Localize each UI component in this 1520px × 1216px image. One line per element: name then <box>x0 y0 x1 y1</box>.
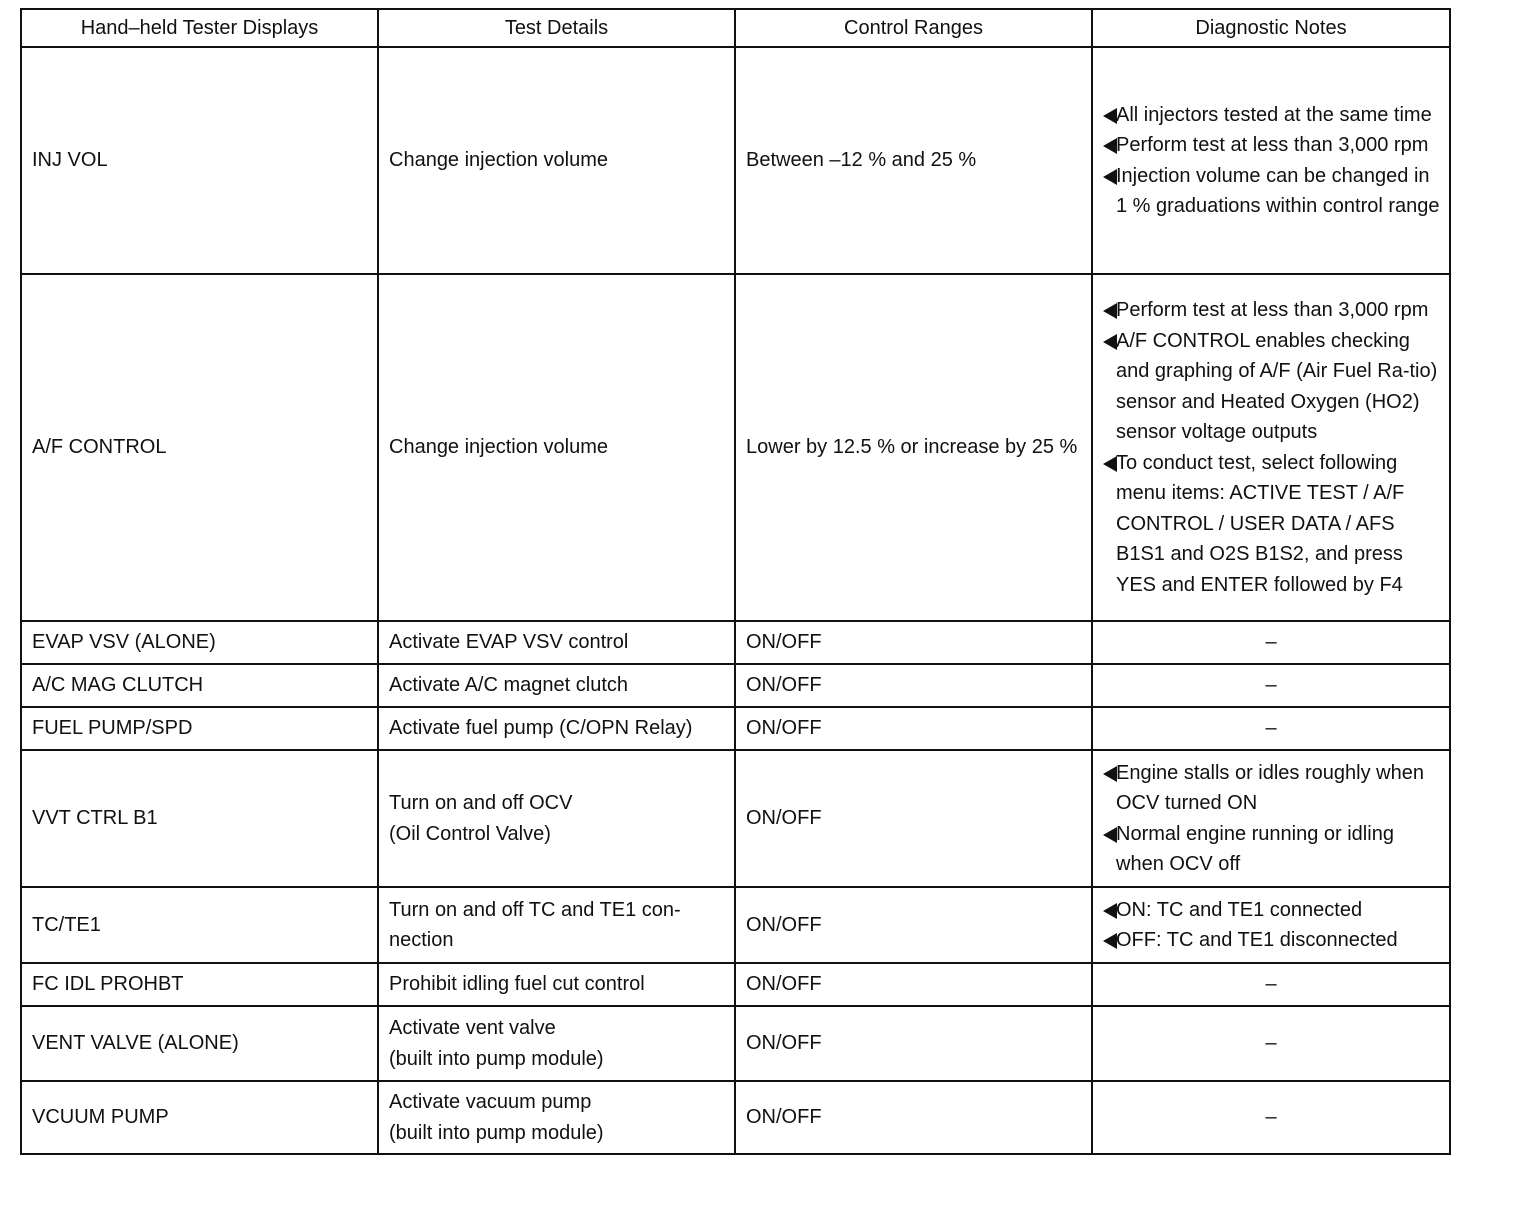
note-item <box>1105 819 1441 880</box>
cell-range: ON/OFF <box>735 750 1092 887</box>
cell-details: Activate vent valve (built into pump module) <box>378 1006 735 1081</box>
arrow-bullet-icon <box>1103 933 1117 949</box>
arrow-bullet-icon <box>1103 169 1117 185</box>
table-row <box>21 1081 1450 1154</box>
arrow-bullet-icon <box>1103 456 1117 472</box>
note-text: A/F CONTROL enables checking and graphing of A/F (Air Fuel Ra-tio) sensor and Heated Oxygen (HO2) sensor voltage outputs <box>1116 329 1438 443</box>
cell-range: ON/OFF <box>735 887 1092 963</box>
cell-details: Activate EVAP VSV control <box>378 621 735 664</box>
arrow-bullet-icon <box>1103 827 1117 843</box>
cell-display: FC IDL PROHBT <box>21 963 378 1006</box>
note-item <box>1105 448 1441 601</box>
cell-display: VCUUM PUMP <box>21 1081 378 1154</box>
note-item <box>1105 100 1441 131</box>
table-row <box>21 887 1450 963</box>
cell-details: Activate fuel pump (C/OPN Relay) <box>378 707 735 750</box>
cell-display: A/F CONTROL <box>21 274 378 621</box>
note-item <box>1105 326 1441 448</box>
cell-details: Activate vacuum pump (built into pump module) <box>378 1081 735 1154</box>
cell-range: ON/OFF <box>735 1006 1092 1081</box>
table-row <box>21 664 1450 707</box>
note-text: Perform test at less than 3,000 rpm <box>1116 299 1429 321</box>
table-row <box>21 750 1450 887</box>
header-test-details: Test Details <box>378 9 735 47</box>
note-text: To conduct test, select following menu items: ACTIVE TEST / A/F CONTROL / USER DATA / AFS B1S1 and O2S B1S2, and press YES and ENTER followed by F4 <box>1116 451 1405 596</box>
note-item <box>1105 925 1441 956</box>
cell-notes-empty: – <box>1092 621 1450 664</box>
cell-display: VENT VALVE (ALONE) <box>21 1006 378 1081</box>
arrow-bullet-icon <box>1103 766 1117 782</box>
cell-details: Change injection volume <box>378 47 735 274</box>
arrow-bullet-icon <box>1103 108 1117 124</box>
note-item <box>1105 295 1441 326</box>
note-text: ON: TC and TE1 connected <box>1116 898 1363 921</box>
cell-range: ON/OFF <box>735 1081 1092 1154</box>
note-item <box>1105 758 1441 819</box>
note-text: Normal engine running or idling when OCV off <box>1116 822 1394 875</box>
cell-details: Turn on and off OCV (Oil Control Valve) <box>378 750 735 887</box>
note-text: Engine stalls or idles roughly when OCV turned ON <box>1116 761 1424 814</box>
note-text: All injectors tested at the same time <box>1116 103 1432 126</box>
cell-display: INJ VOL <box>21 47 378 274</box>
note-text: Injection volume can be changed in 1 % graduations within control range <box>1116 164 1440 217</box>
header-row <box>21 9 1450 47</box>
note-text: OFF: TC and TE1 disconnected <box>1116 929 1398 951</box>
note-text: Perform test at less than 3,000 rpm <box>1116 134 1429 156</box>
cell-range: ON/OFF <box>735 621 1092 664</box>
cell-notes-empty: – <box>1092 1081 1450 1154</box>
header-control-ranges: Control Ranges <box>735 9 1092 47</box>
cell-notes-empty: – <box>1092 664 1450 707</box>
header-diagnostic-notes: Diagnostic Notes <box>1092 9 1450 47</box>
cell-notes-empty: – <box>1092 963 1450 1006</box>
arrow-bullet-icon <box>1103 903 1117 919</box>
cell-notes <box>1092 274 1450 621</box>
header-displays: Hand–held Tester Displays <box>21 9 378 47</box>
cell-display: EVAP VSV (ALONE) <box>21 621 378 664</box>
table-row <box>21 274 1450 621</box>
arrow-bullet-icon <box>1103 138 1117 154</box>
cell-range: Lower by 12.5 % or increase by 25 % <box>735 274 1092 621</box>
cell-details: Activate A/C magnet clutch <box>378 664 735 707</box>
cell-display: TC/TE1 <box>21 887 378 963</box>
cell-notes <box>1092 750 1450 887</box>
note-item <box>1105 161 1441 222</box>
table-row <box>21 621 1450 664</box>
table-row <box>21 47 1450 274</box>
table-row <box>21 963 1450 1006</box>
note-item <box>1105 130 1441 161</box>
table-row <box>21 707 1450 750</box>
cell-notes <box>1092 47 1450 274</box>
cell-range: ON/OFF <box>735 707 1092 750</box>
cell-details: Change injection volume <box>378 274 735 621</box>
cell-range: ON/OFF <box>735 963 1092 1006</box>
cell-range: ON/OFF <box>735 664 1092 707</box>
note-item <box>1105 895 1441 926</box>
cell-details: Prohibit idling fuel cut control <box>378 963 735 1006</box>
cell-notes-empty: – <box>1092 1006 1450 1081</box>
cell-notes <box>1092 887 1450 963</box>
cell-range: Between –12 % and 25 % <box>735 47 1092 274</box>
arrow-bullet-icon <box>1103 303 1117 319</box>
cell-display: FUEL PUMP/SPD <box>21 707 378 750</box>
cell-display: A/C MAG CLUTCH <box>21 664 378 707</box>
arrow-bullet-icon <box>1103 334 1117 350</box>
cell-display: VVT CTRL B1 <box>21 750 378 887</box>
cell-details: Turn on and off TC and TE1 con-nection <box>378 887 735 963</box>
cell-notes-empty: – <box>1092 707 1450 750</box>
active-test-table <box>20 8 1451 1155</box>
table-row <box>21 1006 1450 1081</box>
